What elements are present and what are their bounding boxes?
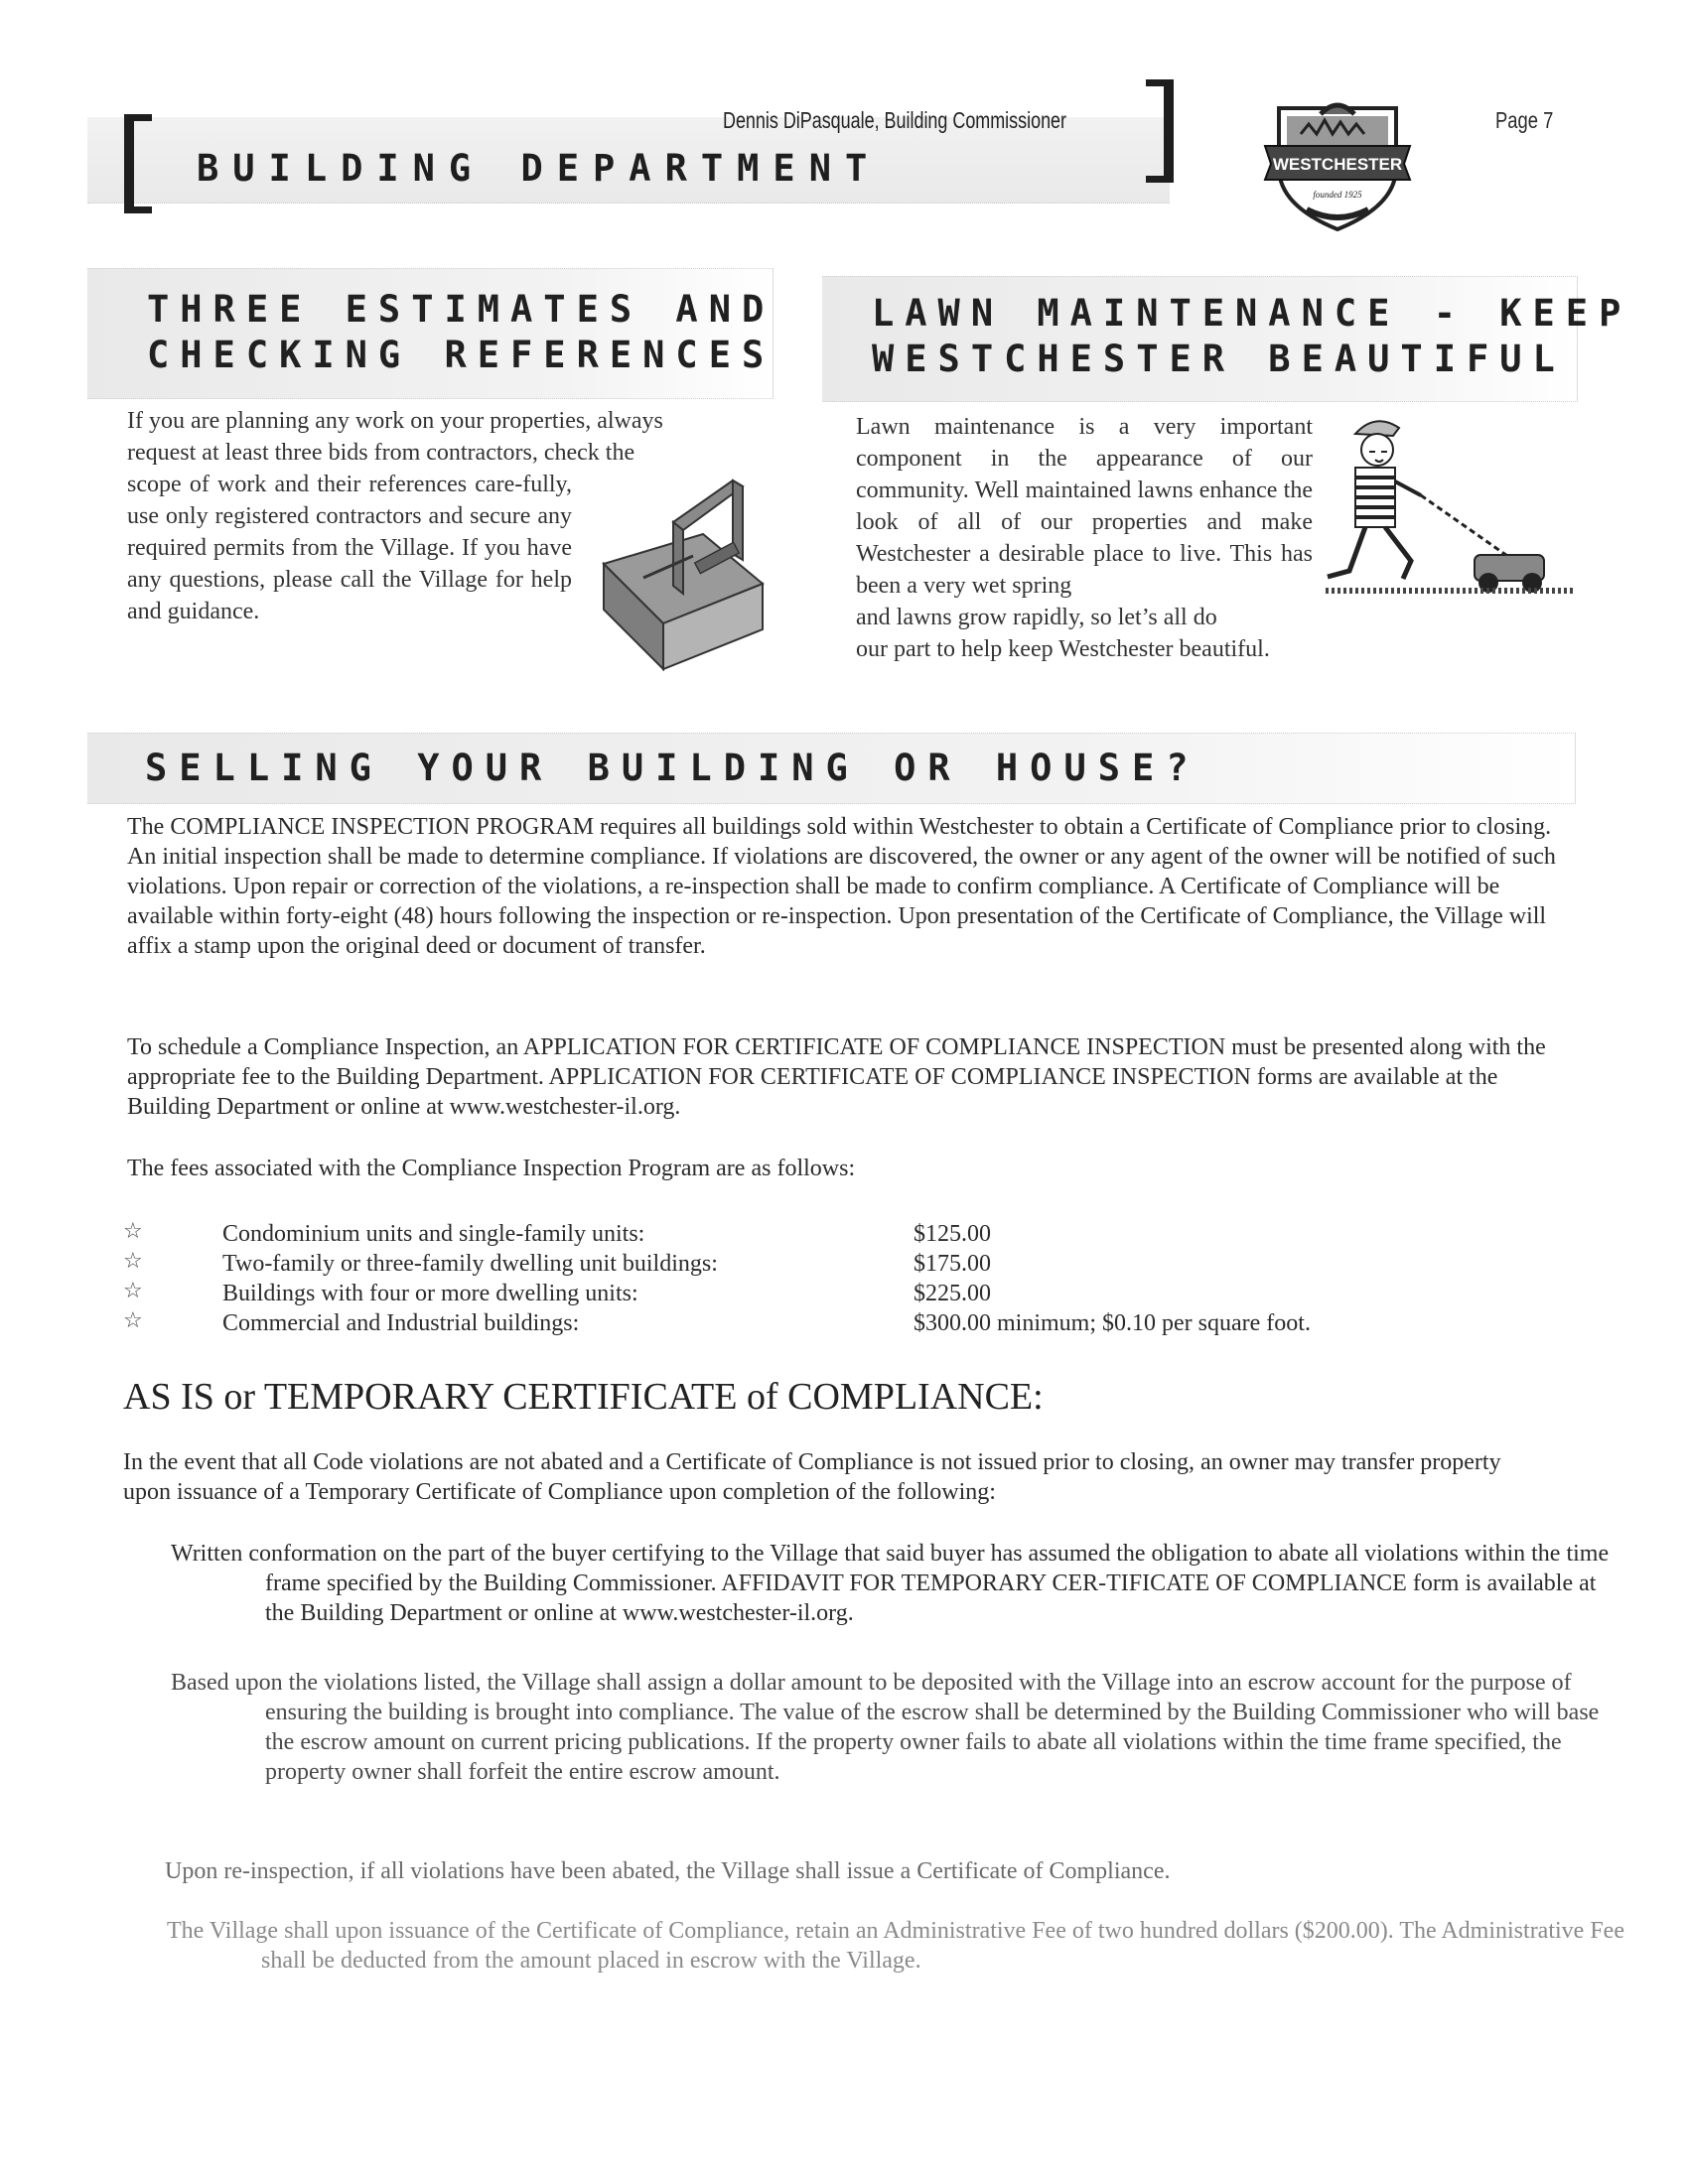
- lawn-text-line1: and lawns grow rapidly, so let’s all do: [856, 605, 1217, 630]
- temporary-item-2: Based upon the violations listed, the Village shall assign a dollar amount to be deposited with the Village into an escrow account for the purpose of ensuring the building is brought into compliance. The value of the escrow shall be determined by the Building Commissioner who will base the escrow amount on current pricing publications. If the property owner fails to abate all violations within the time frame specified, the property owner shall forfeit the entire escrow amount.: [171, 1670, 1600, 1785]
- fee-value-2: $175.00: [914, 1251, 991, 1277]
- selling-title: SELLING YOUR BUILDING OR HOUSE?: [145, 747, 1200, 789]
- fee-label-1: Condominium units and single-family units:: [222, 1221, 645, 1247]
- lawn-text-line2: our part to help keep Westchester beautiful.: [856, 636, 1270, 662]
- lawn-heading-band: [822, 276, 1632, 402]
- lawn-mower-man-icon: [1326, 412, 1574, 611]
- right-bracket-icon: [1140, 79, 1174, 183]
- temporary-intro: In the event that all Code violations are not abated and a Certificate of Compliance is not issued prior to closing, an owner may transfer property upon issuance of a Temporary Certificate of Compliance upon completion of the following:: [123, 1449, 1501, 1505]
- temporary-item-1: Written conformation on the part of the buyer certifying to the Village that said buyer has assumed the obligation to abate all violations within the time frame specified by the Building Commissioner. AFFIDAVIT FOR TEMPORARY CER-TIFICATE OF COMPLIANCE form is available at the Building Department or online at www.westchester-il.org.: [171, 1541, 1610, 1626]
- fee-list: [123, 1219, 1573, 1348]
- estimates-text-top: [127, 405, 773, 475]
- selling-paragraph-1: The COMPLIANCE INSPECTION PROGRAM requires all buildings sold within Westchester to obtain a Certificate of Compliance prior to closing. An initial inspection shall be made to determine compliance. If violations are discovered, the owner or any agent of the owner will be notified of such violations. Upon repair or correction of the violations, a re-inspection shall be made to confirm compliance. A Certificate of Compliance will be available within forty-eight (48) hours following the inspection or re-inspection. Upon presentation of the Certificate of Compliance, the Village will affix a stamp upon the original deed or document of transfer.: [127, 814, 1556, 959]
- estimates-text-line1: If you are planning any work on your properties, always: [127, 408, 663, 434]
- lawn-title-line1: LAWN MAINTENANCE - KEEP: [872, 292, 1632, 335]
- fee-value-4: $300.00 minimum; $0.10 per square foot.: [914, 1310, 1311, 1336]
- left-bracket-icon: [124, 114, 158, 213]
- westchester-logo: [1261, 94, 1414, 233]
- selling-paragraph-3: The fees associated with the Compliance Inspection Program are as follows:: [127, 1156, 856, 1181]
- temporary-title: AS IS or TEMPORARY CERTIFICATE of COMPLIANCE:: [123, 1376, 1044, 1418]
- star-icon: ☆: [123, 1308, 143, 1333]
- star-icon: ☆: [123, 1279, 143, 1303]
- fee-label-2: Two-family or three-family dwelling unit buildings:: [222, 1251, 718, 1277]
- page-number: Page 7: [1495, 107, 1554, 133]
- temporary-item-3: Upon re-inspection, if all violations have been abated, the Village shall issue a Certificate of Compliance.: [165, 1858, 1171, 1884]
- fee-value-1: $125.00: [914, 1221, 991, 1247]
- selling-paragraph-2: To schedule a Compliance Inspection, an APPLICATION FOR CERTIFICATE OF COMPLIANCE INSPECTION must be presented along with the appropriate fee to the Building Department. APPLICATION FOR CERTIFICATE OF COMPLIANCE INSPECTION forms are available at the Building Department or online at www.westchester-il.org.: [127, 1034, 1546, 1120]
- star-icon: ☆: [123, 1219, 143, 1244]
- fee-label-4: Commercial and Industrial buildings:: [222, 1310, 580, 1336]
- lawn-text-top: Lawn maintenance is a very important component in the appearance of our community. Well maintained lawns enhance the look of all of our properties and make Westchester a desirable place to live. This has been a very wet spring: [856, 414, 1313, 599]
- temporary-item-4: The Village shall upon issuance of the Certificate of Compliance, retain an Administrative Fee of two hundred dollars ($200.00). The Administrative Fee shall be deducted from the amount placed in escrow with the Village.: [167, 1918, 1624, 1974]
- estimates-text-line2: request at least three bids from contractors, check the: [127, 440, 635, 466]
- logo-name: WESTCHESTER: [1272, 155, 1403, 174]
- estimates-heading-band: [87, 268, 774, 399]
- selling-heading-band: [87, 733, 1576, 804]
- fee-value-3: $225.00: [914, 1281, 991, 1306]
- commissioner-name: Dennis DiPasquale, Building Commissioner: [723, 107, 1067, 133]
- estimates-text-rest: scope of work and their references care-fully, use only registered contractors and secure any required permits from the Village. If you have any questions, please call the Village for help and guidance.: [127, 472, 572, 624]
- logo-founded: founded 1925: [1313, 190, 1362, 200]
- fee-label-3: Buildings with four or more dwelling units:: [222, 1281, 638, 1306]
- department-title: BUILDING DEPARTMENT: [197, 147, 882, 190]
- lawn-title-line2: WESTCHESTER BEAUTIFUL: [872, 338, 1566, 380]
- lawn-text-bottom: [856, 602, 1392, 671]
- toolbox-icon: [584, 475, 773, 673]
- estimates-title-line1: THREE ESTIMATES AND: [147, 288, 775, 331]
- star-icon: ☆: [123, 1249, 143, 1274]
- estimates-title-line2: CHECKING REFERENCES: [147, 334, 775, 376]
